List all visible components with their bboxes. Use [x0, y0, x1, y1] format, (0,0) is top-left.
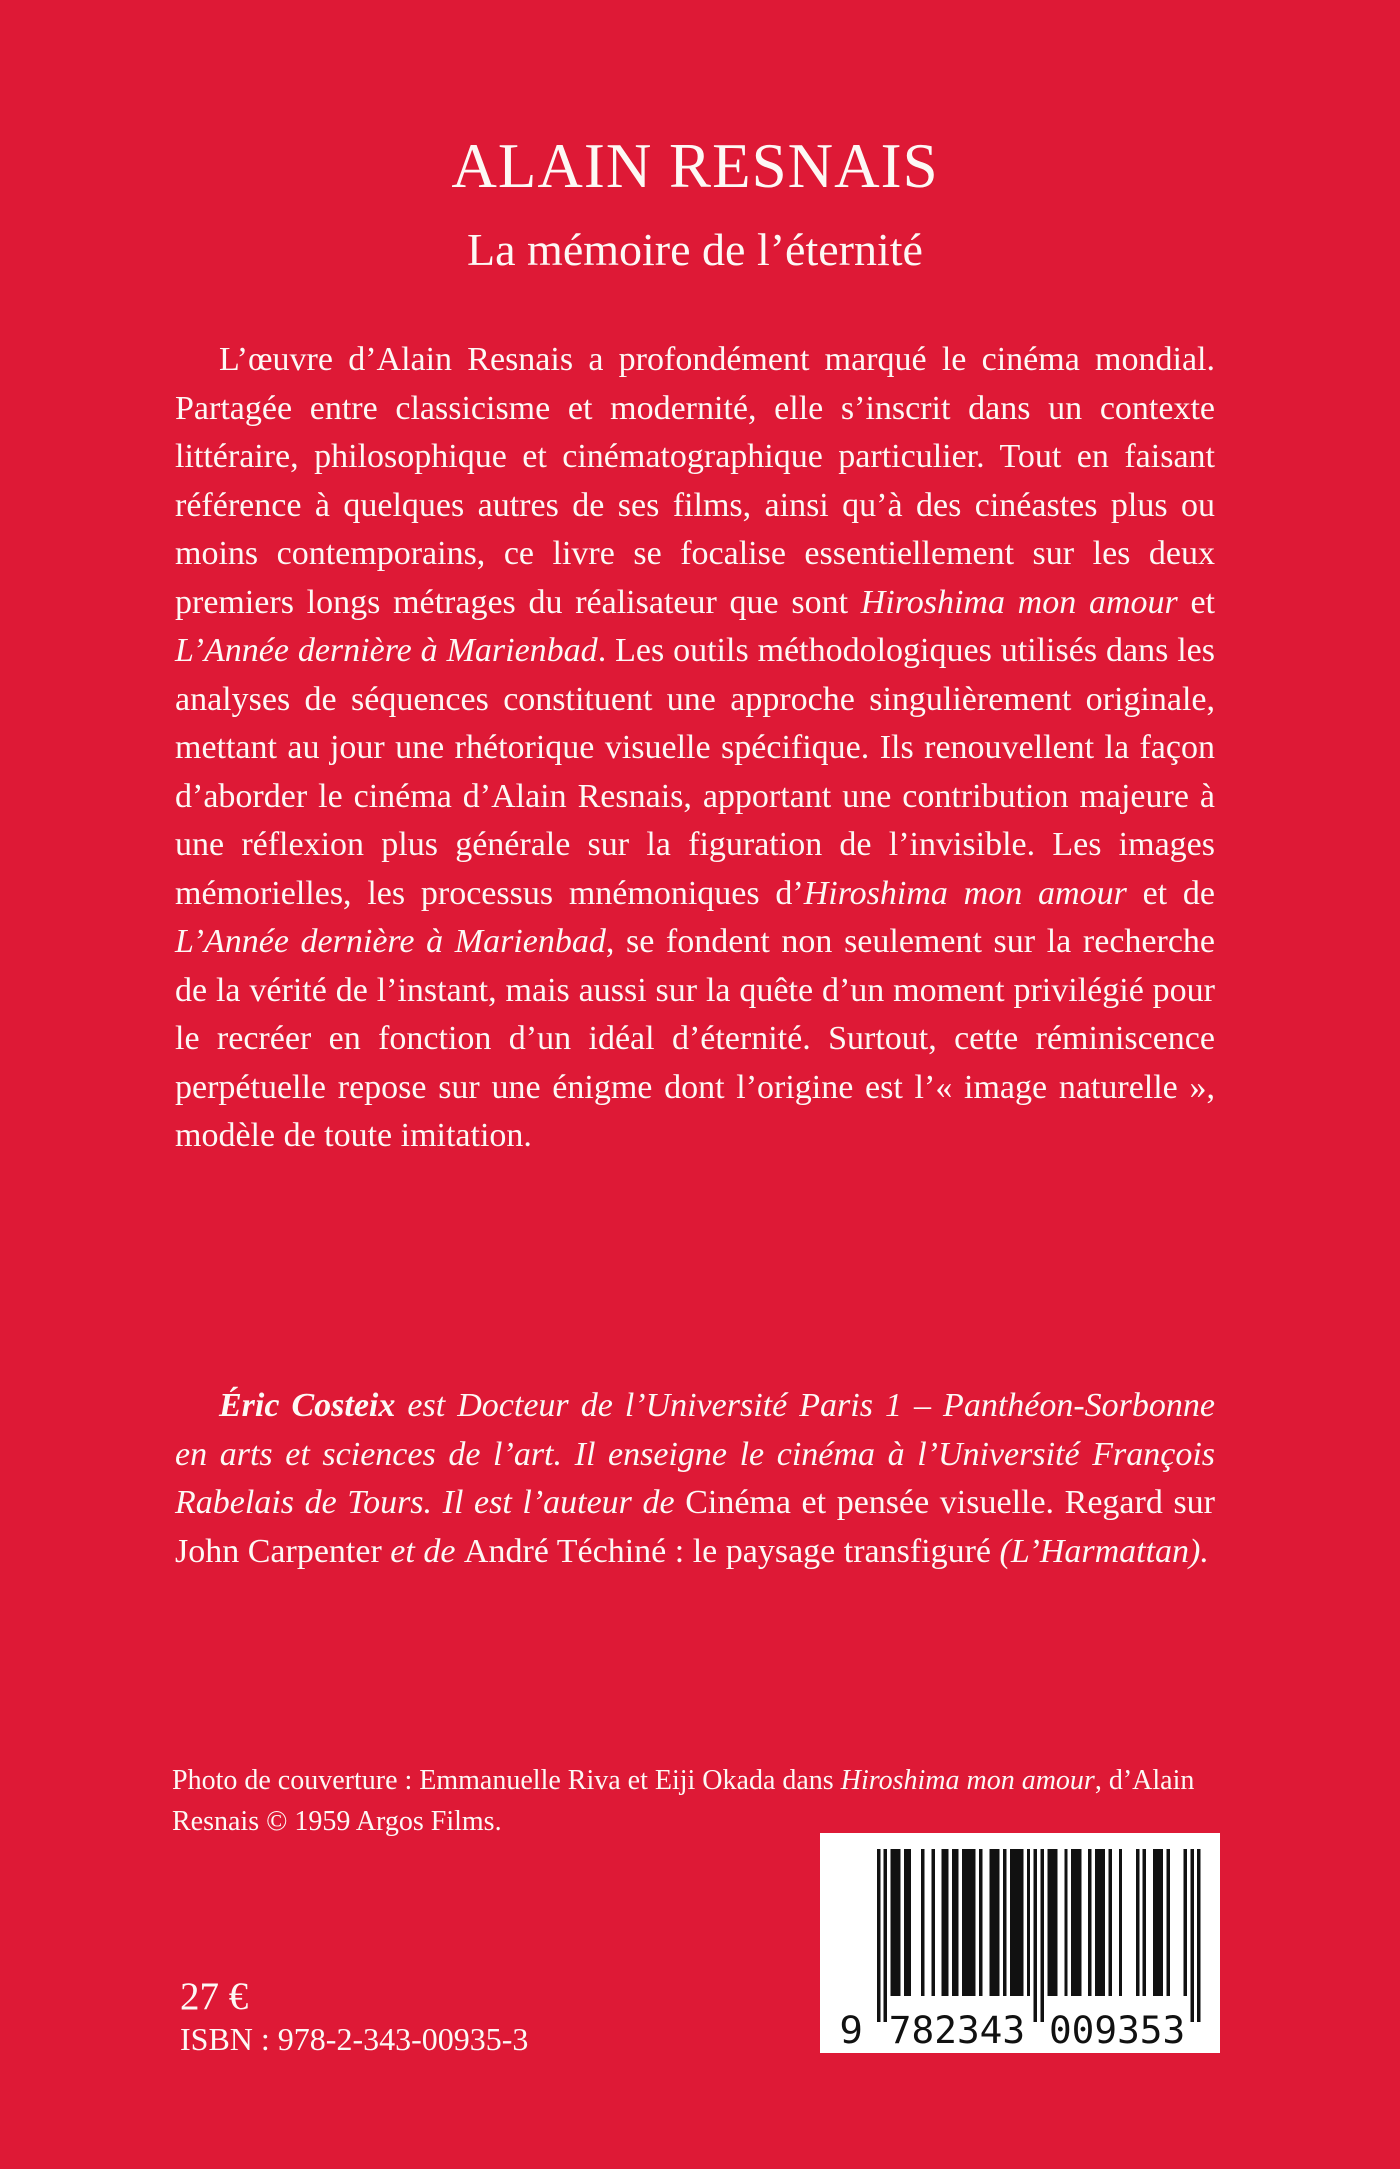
- text-segment: Hiroshima mon amour: [803, 874, 1127, 912]
- svg-text:009353: 009353: [1048, 2008, 1186, 2048]
- text-segment: L’Année dernière à Marienbad: [175, 923, 606, 960]
- text-segment: L’œuvre d’Alain Resnais a profondément marqué le cinéma mondial. Partagée entre classicisme et modernité, elle s’inscrit dans un contexte littéraire, philosophique et cinématographique particulier. Tout en faisant référence à quelques autres de ses films, ainsi qu’à des cinéastes plus ou moins contemporains, ce livre se focalise essentiellement sur les deux premiers longs métrages du réalisateur que sont: [175, 341, 1215, 621]
- text-segment: Photo de couverture : Emmanuelle Riva et Eiji Okada dans: [172, 1765, 841, 1796]
- text-segment: André Téchiné : le paysage transfiguré: [463, 1532, 992, 1570]
- text-segment: Cinéma et pensée visuelle. Regard sur John Carpenter: [175, 1484, 1215, 1570]
- book-title: ALAIN RESNAIS: [451, 131, 939, 201]
- header: [175, 130, 1215, 276]
- text-segment: , se fondent non seulement sur la recherche de la vérité de l’instant, mais aussi sur la quête d’un moment privilégié pour le recréer en fonction d’un idéal d’éternité. Surtout, cette réminiscence perpétuelle repose sur une énigme dont l’origine est l’« image naturelle », modèle de toute imitation.: [175, 923, 1215, 1154]
- svg-text:9: 9: [839, 2008, 863, 2048]
- text-segment: (L’Harmattan).: [991, 1532, 1209, 1570]
- text-segment: , d’Alain Resnais © 1959 Argos Films.: [172, 1765, 1195, 1837]
- price: 27 €: [180, 1975, 249, 2018]
- text-segment: et: [1177, 583, 1215, 621]
- text-segment: Éric Costeix: [219, 1387, 396, 1424]
- text-segment: . Les outils méthodologiques utilisés dans les analyses de séquences constituent une approche singulièrement originale, mettant au jour une rhétorique visuelle spécifique. Ils renouvellent la façon d’aborder le cinéma d’Alain Resnais, apportant une contribution majeure à une réflexion plus générale sur la figuration de l’invisible. Les images mémorielles, les processus mnémoniques d’: [175, 632, 1215, 912]
- text-segment: L’Année dernière à Marienbad: [175, 632, 598, 669]
- barcode: [820, 1833, 1220, 2053]
- isbn: ISBN : 978-2-343-00935-3: [180, 2021, 529, 2057]
- text-segment: Hiroshima mon amour: [860, 583, 1178, 621]
- ean13-barcode-icon: [836, 1849, 1204, 2048]
- svg-text:782343: 782343: [888, 2008, 1026, 2048]
- photo-credit: [172, 1760, 1220, 1842]
- book-subtitle: La mémoire de l’éternité: [467, 224, 923, 275]
- author-bio-paragraph: [175, 1382, 1215, 1576]
- text-segment: Hiroshima mon amour: [840, 1765, 1095, 1796]
- synopsis-paragraph: [175, 336, 1215, 1161]
- text-segment: et de: [1126, 874, 1215, 912]
- text-segment: est Docteur de l’Université Paris 1 – Panthéon-Sorbonne en arts et sciences de l’art. Il enseigne le cinéma à l’Université François Rabelais de Tours. Il est l’auteur de: [175, 1387, 1216, 1521]
- text-segment: et de: [381, 1532, 464, 1570]
